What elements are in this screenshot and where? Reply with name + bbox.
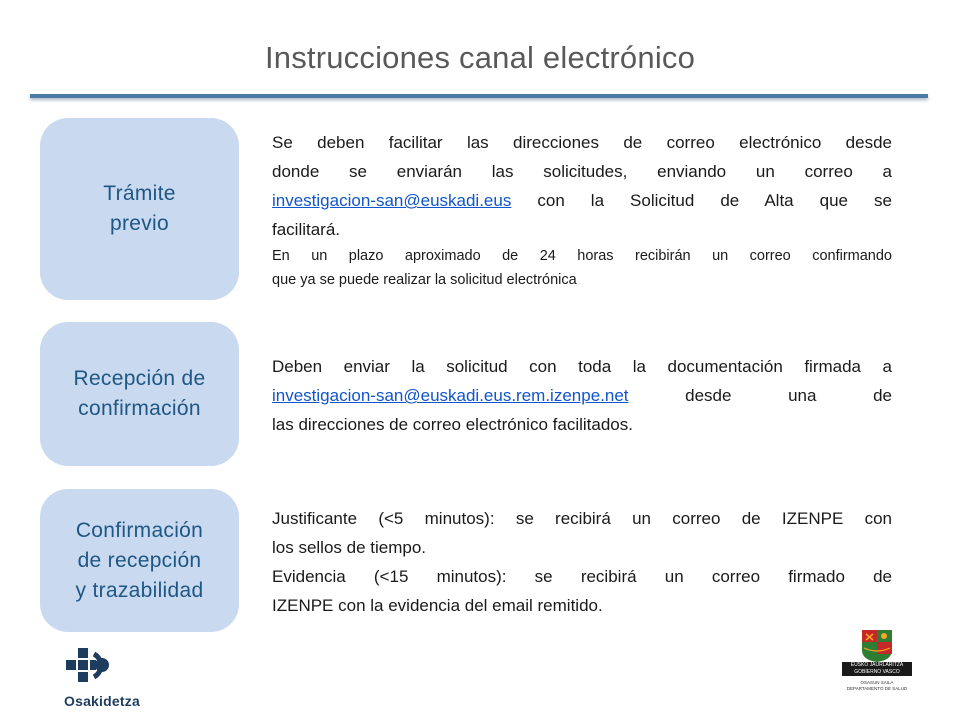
step-label-line: de recepción [77,548,202,572]
page-title: Instrucciones canal electrónico [264,40,696,75]
text-line: facilitará. [272,220,341,239]
text-line: los sellos de tiempo. [272,538,427,557]
text-line: las direcciones de correo electrónico facilitados. [272,415,633,434]
step-box-tramite-previo [40,118,239,300]
step-label-line: Trámite [103,182,176,205]
title-divider [30,94,928,98]
email-link-alta[interactable]: investigacion-san@euskadi.eus [272,191,512,210]
text-line-with-link [272,381,892,410]
step1-description [272,128,892,292]
text-fragment: con la Solicitud de Alta que se [511,191,892,210]
note-line: En un plazo aproximado de 24 horas recibirán un correo confirmando [272,248,892,264]
department-spanish: DEPARTAMENTO DE SALUD [846,686,908,691]
text-line: Evidencia (<15 minutos): se recibirá un correo firmado de [272,567,892,586]
step-label-line: Confirmación [75,518,204,542]
step2-description [272,352,892,439]
gov-name-spanish: GOBIERNO VASCO [854,669,900,675]
step-label-line: confirmación [78,397,201,420]
department-basque: OSASUN SAILA [860,680,894,685]
text-line: Deben enviar la solicitud con toda la documentación firmada a [272,357,892,376]
text-line: Se deben facilitar las direcciones de correo electrónico desde [272,133,892,152]
email-link-izenpe[interactable]: investigacion-san@euskadi.eus.rem.izenpe.net [272,386,629,405]
step-box-recepcion-confirmacion [40,322,239,466]
text-line: donde se enviarán las solicitudes, enviando un correo a [272,162,892,181]
text-fragment: desde una de [628,386,892,405]
note-line: que ya se puede realizar la solicitud electrónica [272,272,577,288]
step-box-confirmacion-trazabilidad [40,489,239,632]
step-label-line: y trazabilidad [75,578,204,602]
gov-name-block [842,662,912,676]
step-label-line: previo [110,212,169,235]
step3-description [272,504,892,620]
text-line: IZENPE con la evidencia del email remitido. [272,596,603,615]
text-line-with-link [272,186,892,215]
osakidetza-wordmark: Osakidetza [64,693,140,709]
step-label-line: Recepción de [73,367,206,390]
text-line: Justificante (<5 minutos): se recibirá un correo de IZENPE con [272,509,892,528]
department-block [842,680,912,692]
gov-name-basque: EUSKO JAURLARITZA [850,662,904,668]
